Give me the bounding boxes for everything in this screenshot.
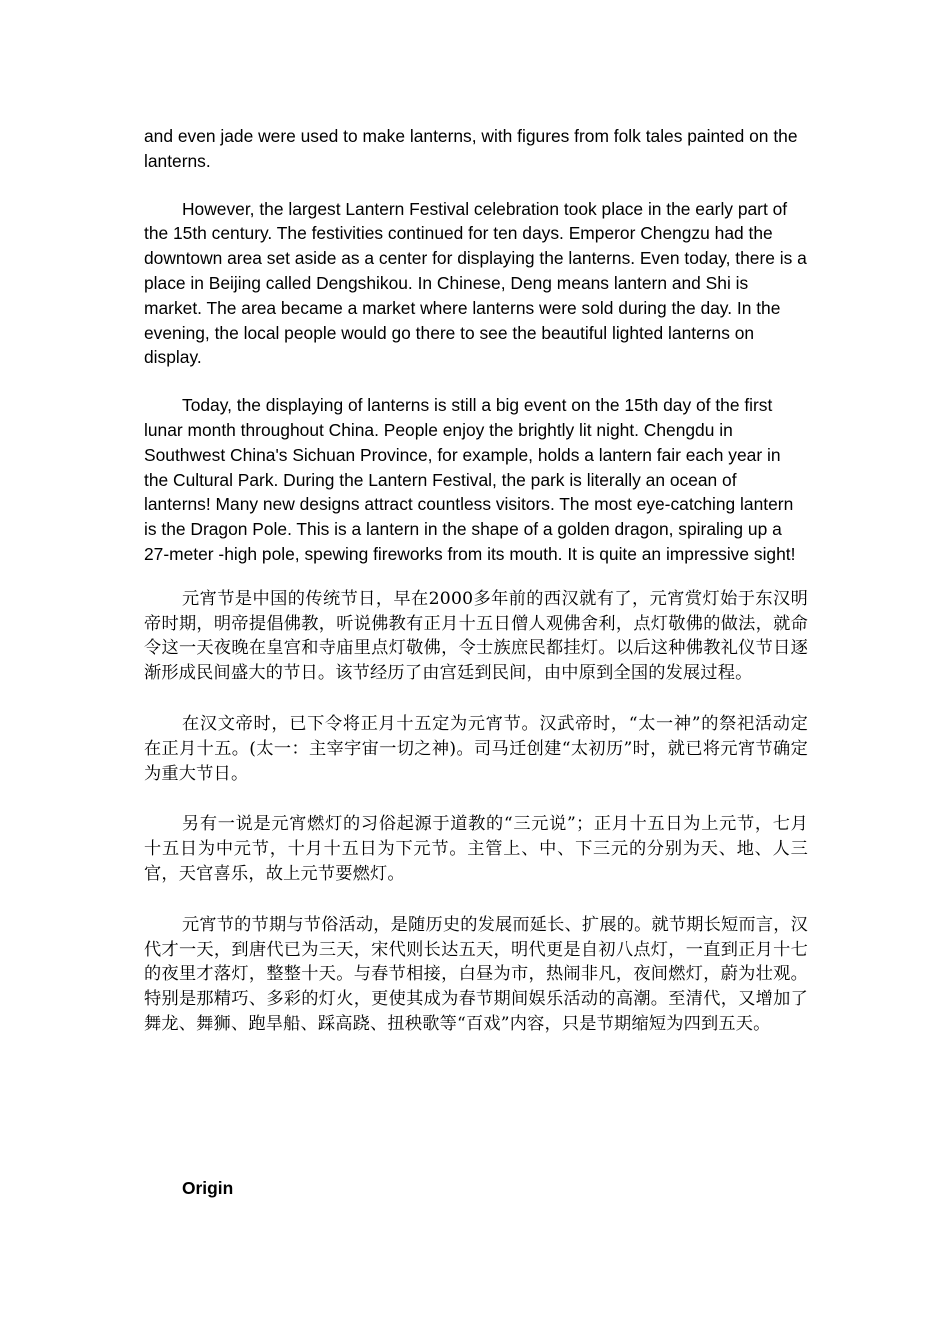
paragraph-zh-taoist-origin: 另有一说是元宵燃灯的习俗起源于道教的“三元说”；正月十五日为上元节，七月十五日为中元节，十月十五日为下元节。主管上、中、下三元的分别为天、地、人三官，天官喜乐，故上元节要燃灯。 bbox=[144, 814, 808, 884]
paragraph-en-today-lanterns: Today, the displaying of lanterns is still a big event on the 15th day of the first lunar month throughout China. People enjoy the brightly lit night. Chengdu in Southwest China's Sichuan Province, for example, holds a lantern fair each year in the Cultural Park. During the Lantern Festival, the park is literally an ocean of lanterns! Many new designs attract countless visitors. The most eye-catching lantern is the Dragon Pole. This is a lantern in the shape of a golden dragon, spiraling up a 27-meter -high pole, spewing fireworks from its mouth. It is quite an impressive sight! bbox=[144, 395, 796, 564]
paragraph-en-largest-celebration: However, the largest Lantern Festival celebration took place in the early part of the 15th century. The festivities continued for ten days. Emperor Chengzu had the downtown area set aside as a center for displaying the lanterns. Even today, there is a place in Beijing called Dengshikou. In Chinese, Deng means lantern and Shi is market. The area became a market where lanterns were sold during the day. In the evening, the local people would go there to see the beautiful lighted lanterns on display. bbox=[144, 198, 807, 368]
paragraph-zh-festival-duration: 元宵节的节期与节俗活动，是随历史的发展而延长、扩展的。就节期长短而言，汉代才一天，到唐代已为三天，宋代则长达五天，明代更是自初八点灯，一直到正月十七的夜里才落灯，整整十天。与春节相接，白昼为市，热闹非凡，夜间燃灯，蔚为壮观。特别是那精巧、多彩的灯火，更使其成为春节期间娱乐活动的高潮。至清代，又增加了舞龙、舞狮、跑旱船、踩高跷、扭秧歌等“百戏”内容，只是节期缩短为四到五天。 bbox=[144, 914, 808, 1034]
paragraph-zh-han-dynasty: 在汉文帝时，已下令将正月十五定为元宵节。汉武帝时，“太一神”的祭祀活动定在正月十五。(太一：主宰宇宙一切之神)。司马迁创建“太初历”时，就已将元宵节确定为重大节日。 bbox=[144, 713, 808, 784]
document-body bbox=[144, 124, 808, 1037]
section-heading-origin: Origin bbox=[182, 1178, 234, 1198]
paragraph-zh-origin-history: 元宵节是中国的传统节日，早在2000多年前的西汉就有了，元宵赏灯始于东汉明帝时期，明帝提倡佛教，听说佛教有正月十五日僧人观佛舍利，点灯敬佛的做法，就命令这一天夜晚在皇宫和寺庙里点灯敬佛，令士族庶民都挂灯。以后这种佛教礼仪节日逐渐形成民间盛大的节日。该节经历了由宫廷到民间，由中原到全国的发展过程。 bbox=[144, 588, 808, 684]
paragraph-en-continuation: and even jade were used to make lanterns, with figures from folk tales painted on the lanterns. bbox=[144, 126, 798, 171]
